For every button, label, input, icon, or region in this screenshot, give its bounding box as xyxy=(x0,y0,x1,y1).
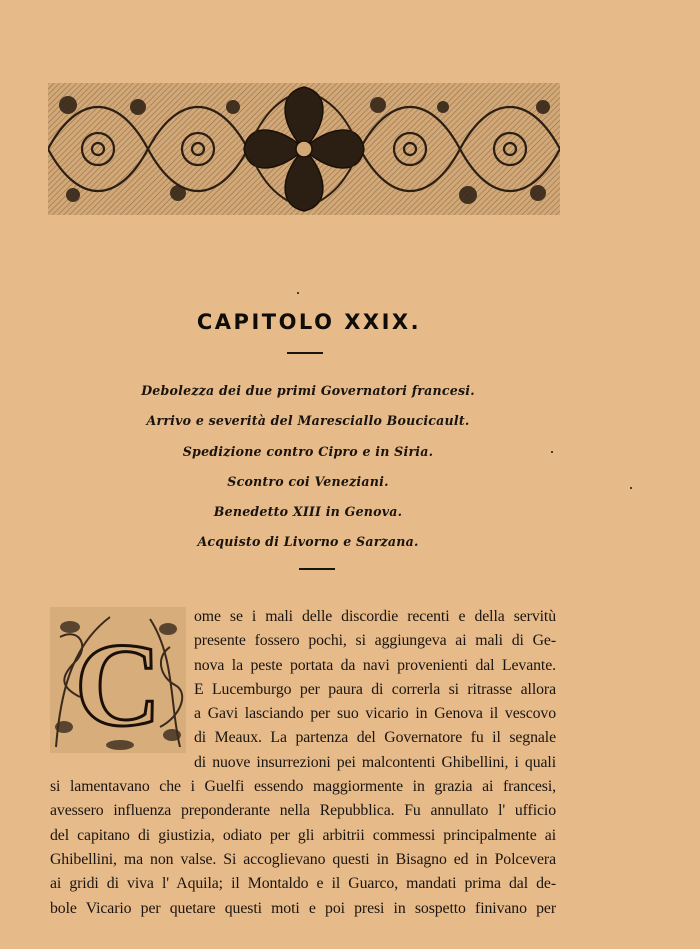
drop-cap-letter: C xyxy=(74,618,162,751)
body-line: E Lucemburgo per paura di correrla si ritrasse allora xyxy=(194,680,556,698)
body-line: ai gridi di viva l' Aquila; il Montaldo e il Guarco, mandati prima dal de- xyxy=(50,875,556,893)
summary-line: Acquisto di Livorno e Sarzana. xyxy=(197,534,419,550)
ink-speck xyxy=(551,451,553,453)
summary-line: Debolezza dei due primi Governatori francesi. xyxy=(141,383,475,398)
body-line: nova la peste portata da navi provenienti dal Levante. xyxy=(194,656,556,674)
body-line: avessero influenza preponderante nella Repubblica. Fu annullato l' ufficio xyxy=(50,802,556,820)
summary-line: Arrivo e severità del Maresciallo Boucicault. xyxy=(146,413,470,429)
body-line: ome se i mali delle discordie recenti e della servitù xyxy=(194,608,556,625)
drop-cap-illuminated xyxy=(50,607,186,753)
header-ornament xyxy=(48,83,560,215)
rule-top xyxy=(287,352,323,354)
summary-line: Scontro coi Veneziani. xyxy=(227,473,389,489)
body-line: bole Vicario per quetare questi moti e poi presi in sospetto finivano per xyxy=(50,899,556,917)
rule-bottom xyxy=(299,568,335,570)
body-line: del capitano di giustizia, odiato per gli arbitrii commessi principalmente ai xyxy=(50,826,556,844)
body-text xyxy=(50,605,556,921)
summary-line: Spedizione contro Cipro e in Siria. xyxy=(182,443,434,459)
chapter-title: CAPITOLO XXIX. xyxy=(196,310,422,335)
body-line: presente fossero pochi, si aggiungeva ai mali di Ge- xyxy=(194,632,556,650)
summary-line: Benedetto XIII in Genova. xyxy=(213,504,403,520)
body-line: si lamentavano che i Guelfi essendo maggiormente in grazia ai francesi, xyxy=(50,778,556,796)
body-line: a Gavi lasciando per suo vicario in Genova il vescovo xyxy=(194,705,556,723)
body-line: di nuove insurrezioni pei malcontenti Ghibellini, i quali xyxy=(194,753,556,771)
ink-speck xyxy=(297,292,299,294)
body-line: di Meaux. La partenza del Governatore fu il segnale xyxy=(194,729,556,747)
ink-speck xyxy=(630,487,632,489)
body-line: Ghibellini, ma non valse. Si accoglievano questi in Bisagno ed in Polcevera xyxy=(50,850,556,868)
chapter-summary xyxy=(88,376,528,558)
